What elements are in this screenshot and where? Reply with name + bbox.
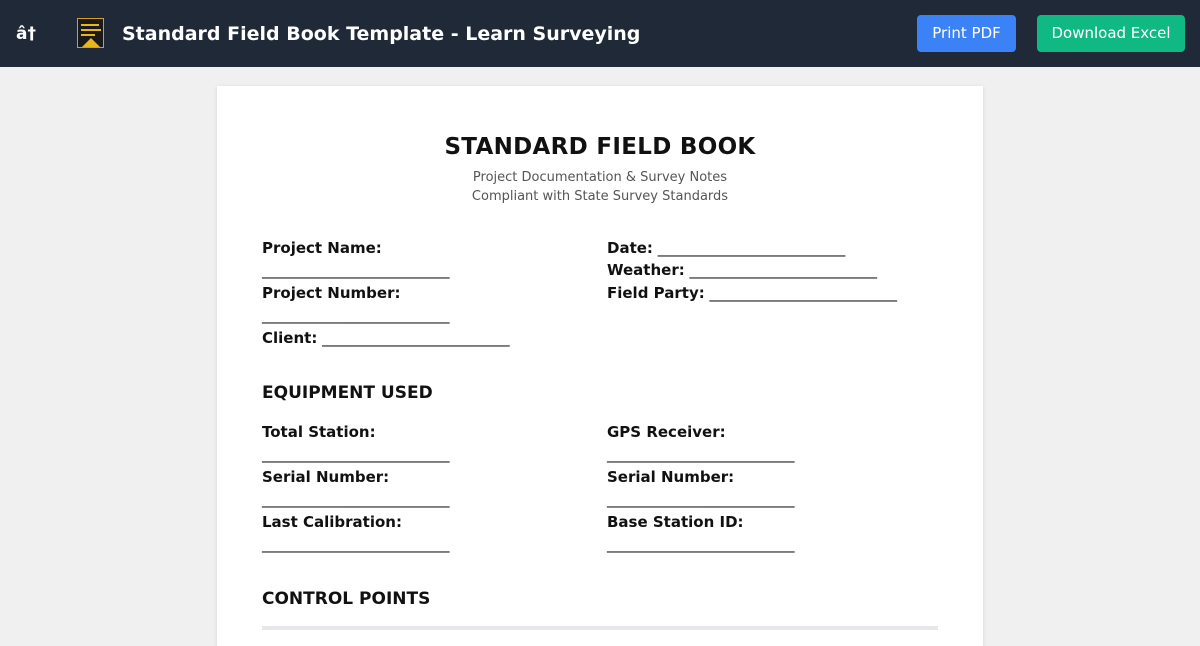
download-excel-button[interactable]: Download Excel [1037,15,1185,52]
project-number-blank[interactable]: _________________________ [262,306,450,324]
serial-number-left-field[interactable] [262,466,389,488]
serial-number-right-blank[interactable]: _________________________ [607,490,795,508]
total-station-blank[interactable]: _________________________ [262,445,450,463]
last-calibration-field[interactable] [262,511,402,533]
field-party-label: Field Party: [607,284,705,302]
document-subtitle: Project Documentation & Survey Notes [472,170,728,185]
back-arrow-icon[interactable]: â† [16,24,36,44]
field-party-field[interactable] [607,282,897,304]
client-blank[interactable]: _________________________ [322,329,510,347]
base-station-blank[interactable]: _________________________ [607,535,795,553]
base-station-label: Base Station ID: [607,513,744,531]
land-surveyors-logo-icon[interactable] [77,18,104,48]
project-name-field[interactable] [262,237,382,259]
total-station-label: Total Station: [262,423,376,441]
serial-number-left-blank[interactable]: _________________________ [262,490,450,508]
date-label: Date: [607,239,653,257]
base-station-field[interactable] [607,511,744,533]
weather-label: Weather: [607,261,685,279]
print-pdf-button[interactable]: Print PDF [917,15,1016,52]
field-party-blank[interactable]: _________________________ [709,284,898,302]
control-points-heading: CONTROL POINTS [262,589,431,609]
serial-number-right-field[interactable] [607,466,734,488]
equipment-heading: EQUIPMENT USED [262,383,433,403]
weather-blank[interactable]: _________________________ [689,261,878,279]
gps-receiver-field[interactable] [607,421,726,443]
client-field[interactable] [262,327,510,349]
serial-number-left-label: Serial Number: [262,468,390,486]
project-number-label: Project Number: [262,284,401,302]
project-number-field[interactable] [262,282,400,304]
date-blank[interactable]: _________________________ [657,239,846,257]
total-station-field[interactable] [262,421,376,443]
document-title: STANDARD FIELD BOOK [444,134,756,160]
project-name-blank[interactable]: _________________________ [262,261,450,279]
last-calibration-blank[interactable]: _________________________ [262,535,450,553]
weather-field[interactable] [607,259,877,281]
document-compliance-note: Compliant with State Survey Standards [471,189,729,204]
gps-receiver-blank[interactable]: _________________________ [607,445,795,463]
date-field[interactable] [607,237,845,259]
project-name-label: Project Name: [262,239,382,257]
control-points-table-header [262,626,938,630]
serial-number-right-label: Serial Number: [607,468,735,486]
top-bar [0,0,1200,67]
gps-receiver-label: GPS Receiver: [607,423,726,441]
last-calibration-label: Last Calibration: [262,513,402,531]
client-label: Client: [262,329,318,347]
page-title: Standard Field Book Template - Learn Surveying [122,23,641,45]
